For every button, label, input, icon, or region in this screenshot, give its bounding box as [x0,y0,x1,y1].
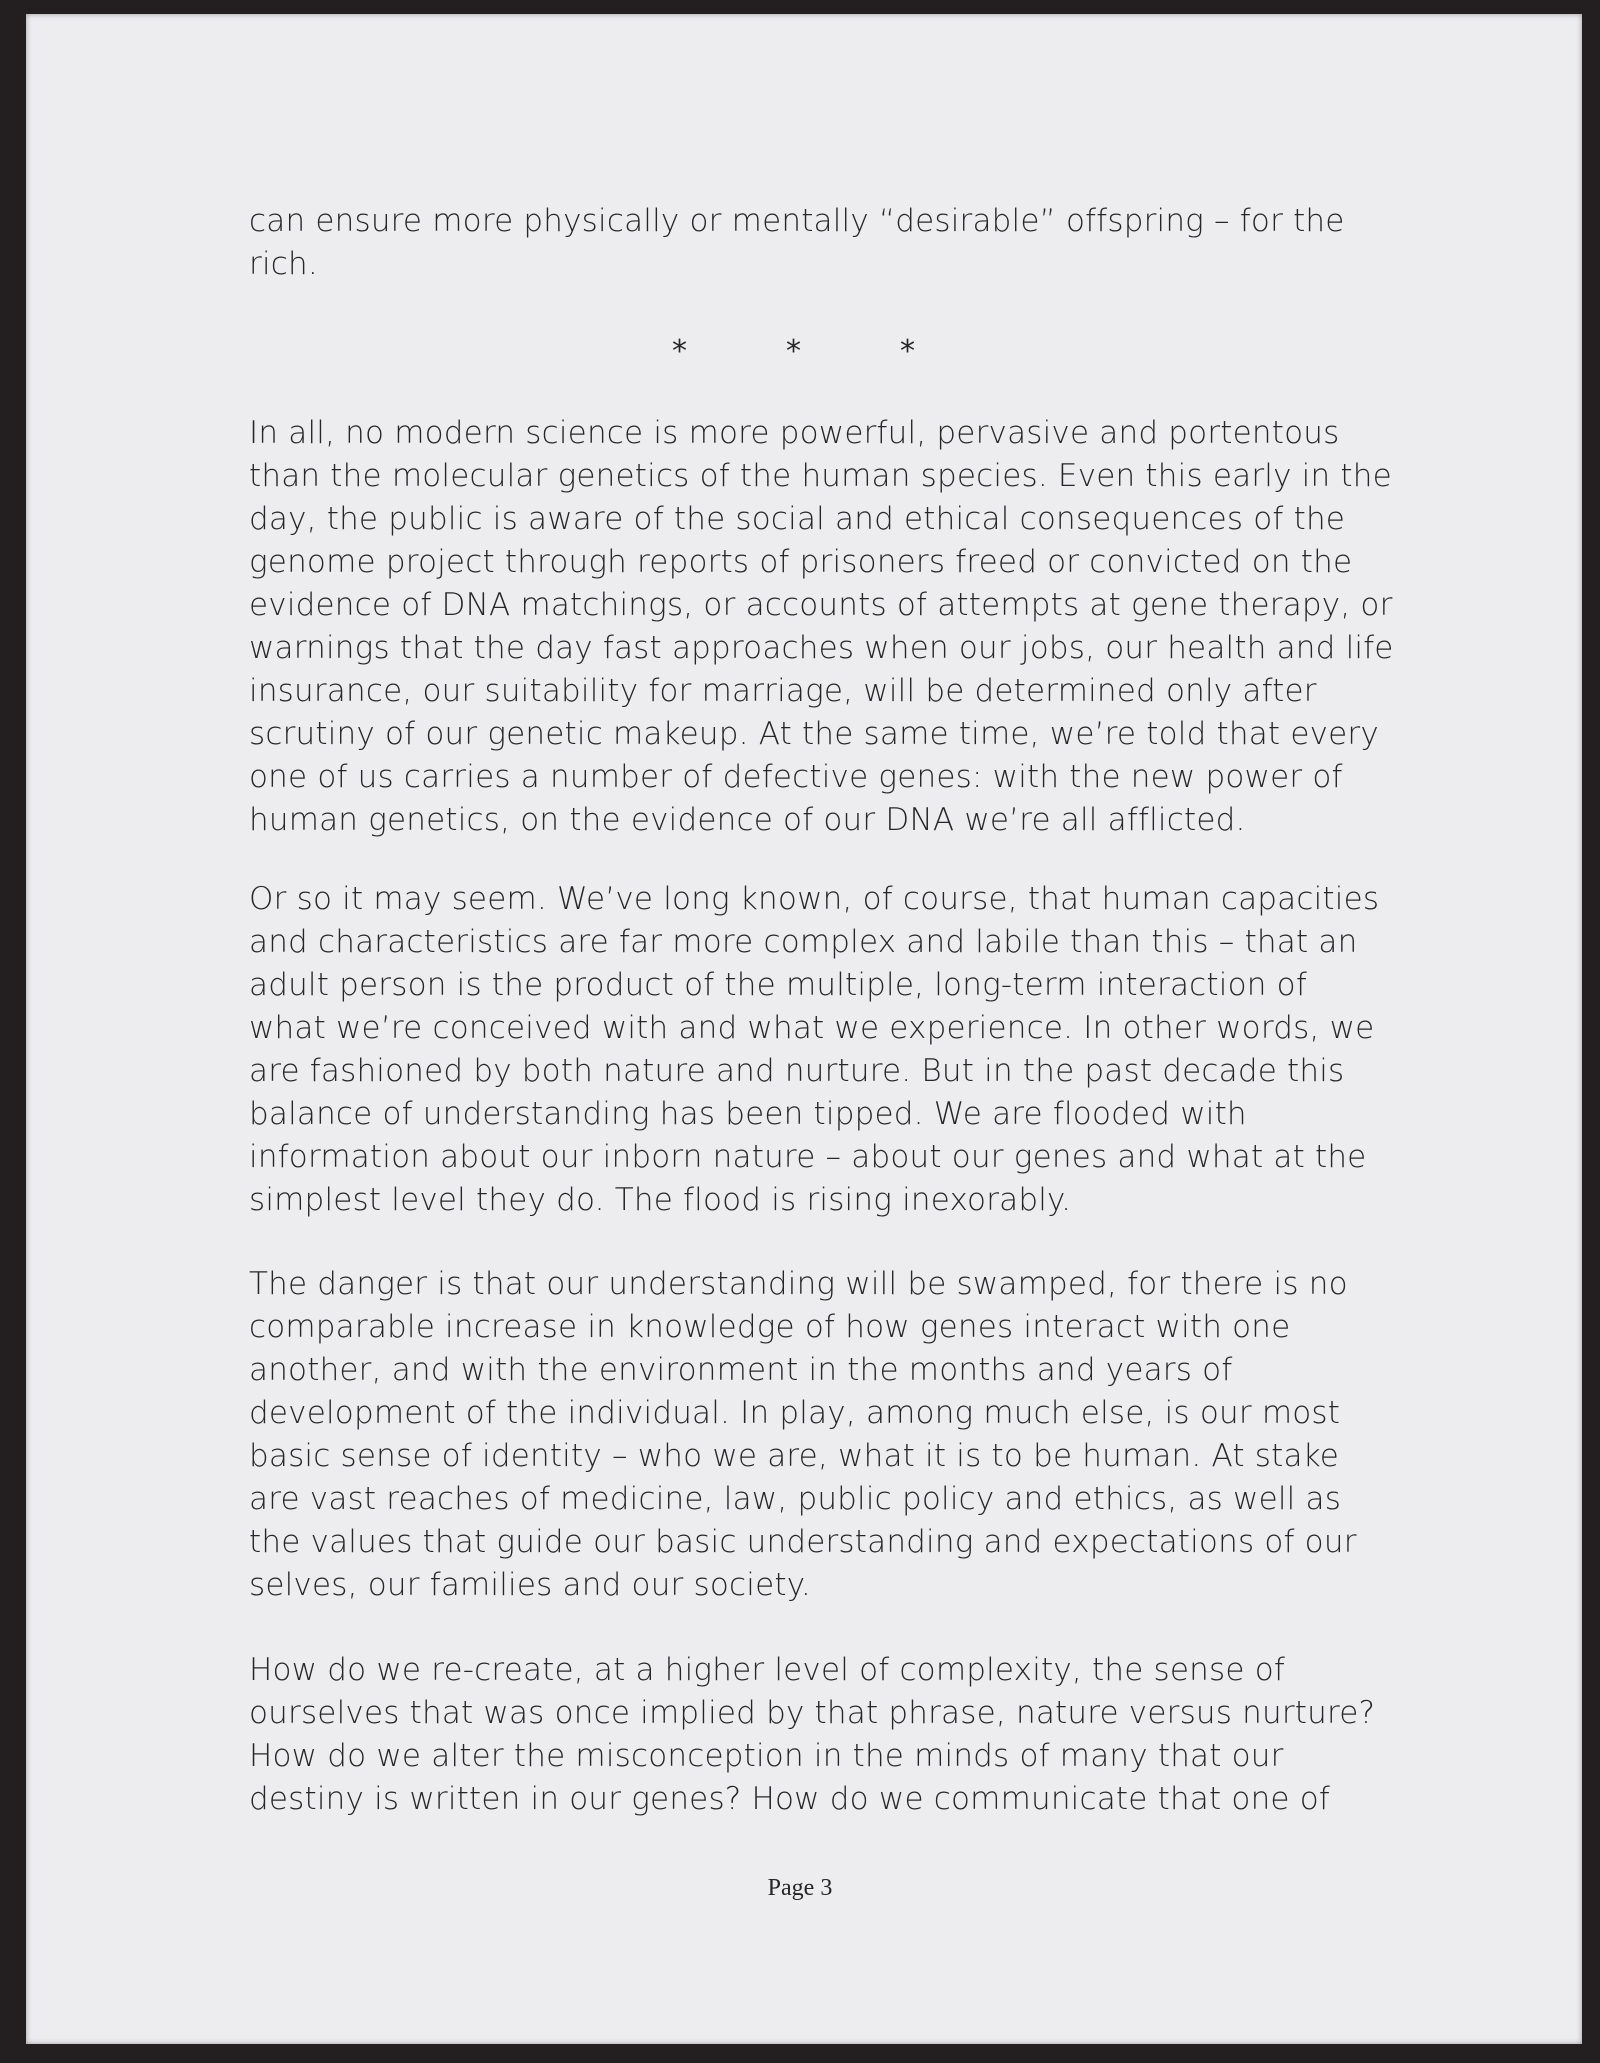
text-line: How do we re-create, at a higher level of complexity, the sense of [249,1652,1285,1688]
text-line: warnings that the day fast approaches when our jobs, our health and life [249,630,1394,666]
text-line: comparable increase in knowledge of how genes interact with one [249,1309,1291,1345]
text-line: rich. [249,246,318,282]
page-number: Page 3 [767,1875,833,1901]
paragraph-2 [249,878,1379,1222]
text-line: are vast reaches of medicine, law, public policy and ethics, as well as [249,1481,1342,1517]
text-line: can ensure more physically or mentally “desirable” offspring – for the [249,203,1345,239]
asterisk: * [900,334,915,369]
text-line: than the molecular genetics of the human species. Even this early in the [249,458,1392,494]
text-line: development of the individual. In play, among much else, is our most [249,1395,1341,1431]
text-line: selves, our families and our society. [249,1567,811,1603]
text-line: scrutiny of our genetic makeup. At the same time, we’re told that every [249,716,1379,752]
paper-page [26,14,1582,2044]
text-line: and characteristics are far more complex and labile than this – that an [249,924,1358,960]
opening-fragment [249,200,1379,286]
text-line: human genetics, on the evidence of our DNA we’re all afflicted. [249,802,1246,838]
text-line: one of us carries a number of defective genes: with the new power of [249,759,1343,795]
paragraph-3 [249,1263,1379,1607]
text-line: evidence of DNA matchings, or accounts of attempts at gene therapy, or [249,587,1393,623]
paragraph-1 [249,412,1394,842]
text-line: basic sense of identity – who we are, what it is to be human. At stake [249,1438,1340,1474]
text-line: The danger is that our understanding will be swamped, for there is no [249,1266,1348,1302]
asterisk: * [786,334,801,369]
text-line: day, the public is aware of the social and ethical consequences of the [249,501,1346,537]
text-line: ourselves that was once implied by that phrase, nature versus nurture? [249,1695,1376,1731]
text-line: adult person is the product of the multiple, long-term interaction of [249,967,1307,1003]
asterisk: * [672,334,687,369]
text-line: another, and with the environment in the months and years of [249,1352,1233,1388]
text-line: In all, no modern science is more powerful, pervasive and portentous [249,415,1340,451]
paragraph-4 [249,1649,1379,1821]
text-line: are fashioned by both nature and nurture. But in the past decade this [249,1053,1345,1089]
text-line: How do we alter the misconception in the minds of many that our [249,1738,1284,1774]
text-line: Or so it may seem. We’ve long known, of course, that human capacities [249,881,1380,917]
text-line: what we’re conceived with and what we experience. In other words, we [249,1010,1375,1046]
text-line: insurance, our suitability for marriage, will be determined only after [249,673,1317,709]
text-line: genome project through reports of prisoners freed or convicted on the [249,544,1353,580]
text-line: the values that guide our basic understanding and expectations of our [249,1524,1357,1560]
section-break [26,334,1582,374]
text-line: destiny is written in our genes? How do we communicate that one of [249,1781,1331,1817]
text-line: information about our inborn nature – about our genes and what at the [249,1139,1367,1175]
text-line: simplest level they do. The flood is rising inexorably. [249,1182,1072,1218]
text-line: balance of understanding has been tipped. We are flooded with [249,1096,1247,1132]
